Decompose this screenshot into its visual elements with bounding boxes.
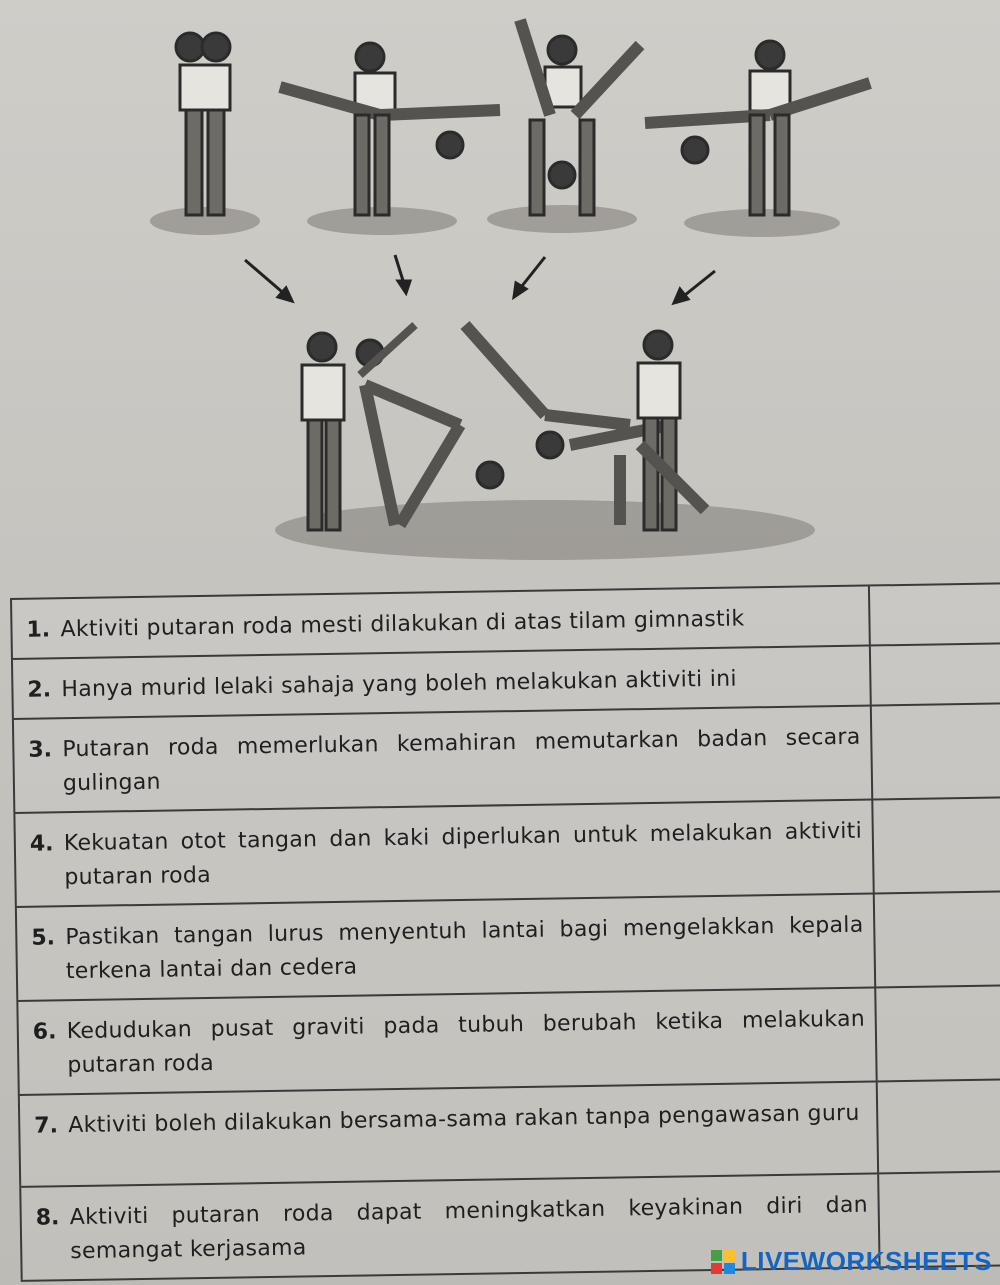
table-row	[15, 890, 1000, 1000]
statement-cell	[12, 706, 874, 812]
statement-text: Aktiviti boleh dilakukan bersama-sama rakan tanpa pengawasan guru	[68, 1100, 860, 1139]
table-row	[18, 1078, 1000, 1186]
table-row	[16, 984, 1000, 1094]
statement-text: Pastikan tangan lurus menyentuh lantai bagi mengelakkan kepala terkena lantai dan cedera	[65, 912, 864, 985]
statement-text: Aktiviti putaran roda dapat meningkatkan keyakinan diri dan semangat kerjasama	[69, 1192, 869, 1265]
statement-number: 8.	[35, 1205, 60, 1231]
answer-box[interactable]	[877, 986, 1000, 1080]
partner-assist-figure-left	[280, 43, 500, 215]
statement-number: 3.	[28, 737, 53, 763]
statement-number: 2.	[27, 677, 52, 703]
statement-text: Hanya murid lelaki sahaja yang boleh melakukan aktiviti ini	[61, 666, 737, 703]
arrow-icon	[245, 255, 715, 303]
standing-pair-figure	[176, 33, 230, 215]
table-row	[12, 702, 1000, 812]
statement-cell	[13, 800, 875, 906]
statement-cell	[15, 894, 877, 1000]
statement-number: 1.	[26, 617, 51, 643]
table-row	[13, 796, 1000, 906]
answer-box[interactable]	[878, 1080, 1000, 1172]
partner-assist-figure-right	[645, 41, 870, 215]
statement-cell	[16, 988, 878, 1094]
cartwheel-illustration	[150, 5, 890, 565]
handstand-figure	[520, 20, 640, 215]
statement-text: Kedudukan pusat graviti pada tubuh berubah ketika melakukan putaran roda	[66, 1006, 866, 1079]
statement-text: Putaran roda memerlukan kemahiran memutarkan badan secara gulingan	[62, 724, 861, 797]
statement-number: 6.	[32, 1019, 57, 1045]
watermark-label: LIVEWORKSHEETS	[740, 1246, 992, 1276]
liveworksheets-logo-icon	[711, 1250, 735, 1274]
statement-number: 5.	[31, 925, 56, 951]
statement-text: Kekuatan otot tangan dan kaki diperlukan untuk melakukan aktiviti putaran roda	[63, 818, 863, 891]
liveworksheets-watermark	[711, 1246, 992, 1277]
statement-number: 7.	[34, 1113, 59, 1139]
cartwheel-sequence-figure	[302, 325, 705, 530]
statement-text: Aktiviti putaran roda mesti dilakukan di atas tilam gimnastik	[60, 606, 745, 643]
statement-cell	[18, 1082, 880, 1186]
answer-box[interactable]	[872, 704, 1000, 798]
answer-box[interactable]	[875, 892, 1000, 986]
answer-box[interactable]	[871, 644, 1000, 704]
statement-number: 4.	[29, 831, 54, 857]
answer-box[interactable]	[874, 798, 1000, 892]
answer-box[interactable]	[870, 584, 1000, 644]
statement-table	[10, 582, 1000, 1282]
